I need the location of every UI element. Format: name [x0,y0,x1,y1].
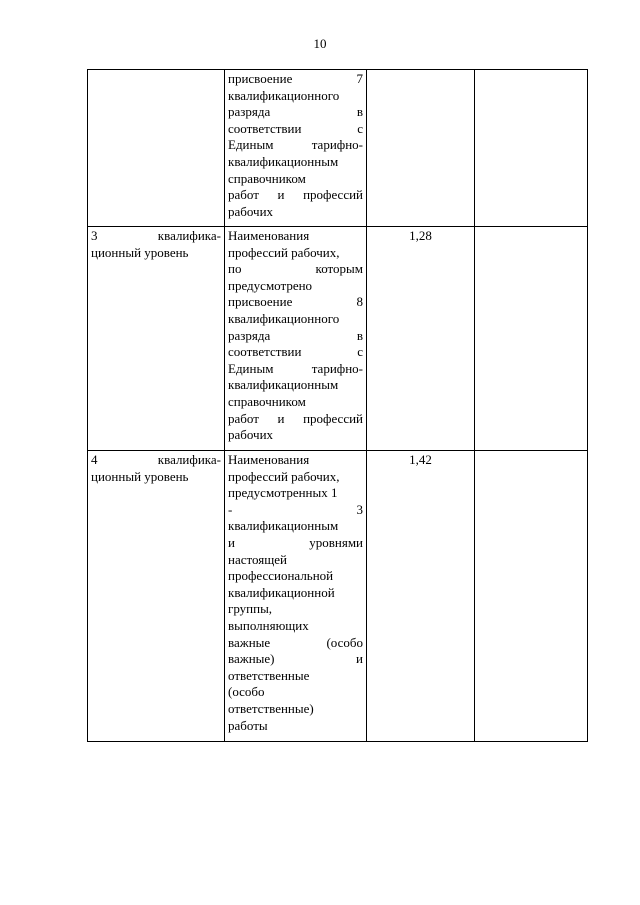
description-line: справочником [228,170,306,186]
description-line: группы, [228,601,273,617]
description-line: предусмотренных 1 [228,485,338,501]
description-line: важные (особо [228,634,363,650]
level-cell [88,451,225,742]
description-cell [225,227,367,451]
extra-cell [475,70,588,227]
description-line: предусмотрено [228,277,313,293]
extra-cell [475,227,588,451]
description-line: работ и профессий [228,410,363,426]
level-cell [88,70,225,227]
description-line: Единым тарифно- [228,360,363,376]
description-line: квалификационным [228,377,339,393]
description-line: присвоение 7 [228,71,363,86]
description-line: - 3 [228,501,363,517]
description-line: (особо [228,684,265,700]
description-line: Наименования [228,452,310,467]
description-line: квалификационным [228,518,339,534]
description-line: по которым [228,261,363,277]
level-line: 4 квалифика- [91,452,221,467]
coefficient-cell [367,70,475,227]
description-line: настоящей [228,551,287,567]
description-cell [225,451,367,742]
level-line: ционный уровень [91,468,189,484]
description-line: квалификационного [228,87,340,103]
description-line: профессиональной [228,568,334,584]
table-row [88,451,588,742]
description-line: Единым тарифно- [228,137,363,153]
level-line: 3 квалифика- [91,228,221,243]
description-line: работ и профессий [228,187,363,203]
table-row [88,70,588,227]
table-row [88,227,588,451]
description-line: соответствии с [228,344,363,360]
description-line: квалификационного [228,310,340,326]
description-line: ответственные [228,667,310,683]
description-line: разряда в [228,327,363,343]
description-line: разряда в [228,104,363,120]
description-line: рабочих [228,203,274,219]
description-line: присвоение 8 [228,294,363,310]
description-line: квалификационным [228,153,339,169]
extra-cell [475,451,588,742]
description-line: справочником [228,393,306,409]
description-cell [225,70,367,227]
page-number: 10 [313,36,327,51]
description-line: квалификационной [228,584,335,600]
description-line: важные) и [228,651,363,667]
description-line: ответственные) [228,700,314,716]
description-line: Наименования [228,228,310,243]
description-line: выполняющих [228,617,309,633]
coefficient-cell: 1,42 [367,451,475,742]
level-cell [88,227,225,451]
coefficient-cell: 1,28 [367,227,475,451]
description-line: и уровнями [228,534,363,550]
qualification-table [87,69,588,742]
description-line: рабочих [228,427,274,443]
description-line: соответствии с [228,120,363,136]
description-line: профессий рабочих, [228,468,340,484]
description-line: профессий рабочих, [228,244,340,260]
level-line: ционный уровень [91,244,189,260]
description-line: работы [228,717,268,733]
